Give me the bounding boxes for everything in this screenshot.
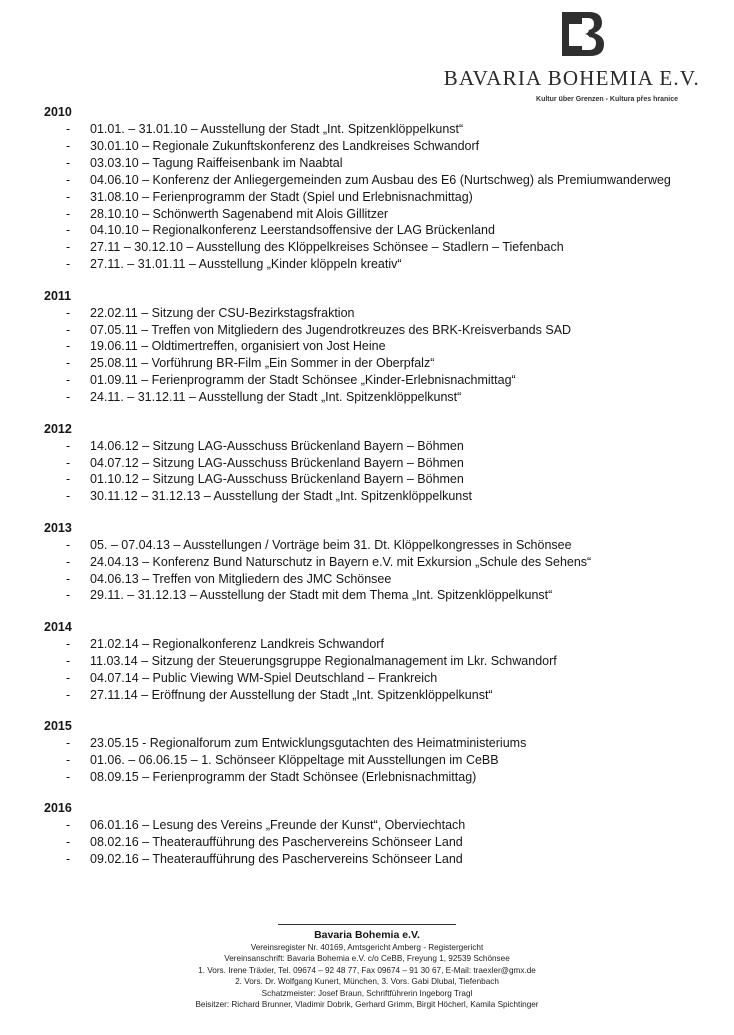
entry-text: 08.02.16 – Theateraufführung des Paschervereins Schönseer Land	[90, 835, 463, 850]
event-list	[44, 104, 704, 882]
list-item	[44, 172, 704, 189]
list-item	[44, 488, 704, 505]
bullet-dash: -	[66, 257, 71, 272]
list-item	[44, 206, 704, 223]
bullet-dash: -	[66, 172, 71, 187]
list-item	[44, 735, 704, 752]
bullet-dash: -	[66, 322, 71, 337]
list-item	[44, 138, 704, 155]
list-item	[44, 471, 704, 488]
list-item	[44, 189, 704, 206]
bullet-dash: -	[66, 588, 71, 603]
entry-list	[44, 537, 704, 605]
list-item	[44, 389, 704, 406]
year-heading: 2012	[44, 421, 72, 436]
bullet-dash: -	[66, 223, 71, 238]
year-heading: 2014	[44, 619, 72, 634]
bullet-dash: -	[66, 305, 71, 320]
list-item	[44, 338, 704, 355]
entry-list	[44, 735, 704, 786]
list-item	[44, 636, 704, 653]
entry-text: 04.06.13 – Treffen von Mitgliedern des JMC Schönsee	[90, 571, 392, 586]
list-item	[44, 554, 704, 571]
entry-text: 31.08.10 – Ferienprogramm der Stadt (Spiel und Erlebnisnachmittag)	[90, 189, 473, 204]
bullet-dash: -	[66, 489, 71, 504]
list-item	[44, 571, 704, 588]
footer-divider	[278, 924, 456, 925]
footer-line: Schatzmeister: Josef Braun, Schriftführerin Ingeborg Tragl	[261, 988, 473, 998]
bullet-dash: -	[66, 818, 71, 833]
entry-list	[44, 305, 704, 406]
entry-text: 28.10.10 – Schönwerth Sagenabend mit Alois Gillitzer	[90, 206, 389, 221]
year-section	[44, 104, 704, 273]
entry-text: 22.02.11 – Sitzung der CSU-Bezirkstagsfraktion	[90, 305, 355, 320]
list-item	[44, 322, 704, 339]
entry-text: 24.11. – 31.12.11 – Ausstellung der Stadt „Int. Spitzenklöppelkunst“	[90, 390, 462, 405]
list-item	[44, 372, 704, 389]
org-tagline: Kultur über Grenzen - Kultura přes hranice	[536, 96, 678, 103]
entry-text: 01.09.11 – Ferienprogramm der Stadt Schönsee „Kinder-Erlebnisnachmittag“	[90, 373, 516, 388]
entry-text: 08.09.15 – Ferienprogramm der Stadt Schönsee (Erlebnisnachmittag)	[90, 769, 477, 784]
bullet-dash: -	[66, 687, 71, 702]
entry-text: 27.11.14 – Eröffnung der Ausstellung der Stadt „Int. Spitzenklöppelkunst“	[90, 687, 493, 702]
org-name: BAVARIA BOHEMIA E.V.	[443, 66, 700, 90]
entry-text: 01.01. – 31.01.10 – Ausstellung der Stadt „Int. Spitzenklöppelkunst“	[90, 122, 464, 136]
list-item	[44, 670, 704, 687]
list-item	[44, 305, 704, 322]
entry-list	[44, 636, 704, 704]
list-item	[44, 687, 704, 704]
entry-text: 04.07.12 – Sitzung LAG-Ausschuss Brückenland Bayern – Böhmen	[90, 455, 464, 470]
footer	[0, 924, 734, 1010]
year-heading: 2013	[44, 520, 72, 535]
year-section	[44, 718, 704, 786]
bullet-dash: -	[66, 122, 71, 136]
list-item	[44, 587, 704, 604]
list-item	[44, 355, 704, 372]
bullet-dash: -	[66, 189, 71, 204]
bullet-dash: -	[66, 138, 71, 153]
bullet-dash: -	[66, 653, 71, 668]
list-item	[44, 769, 704, 786]
entry-text: 01.10.12 – Sitzung LAG-Ausschuss Brückenland Bayern – Böhmen	[90, 472, 464, 487]
entry-list	[44, 438, 704, 506]
entry-text: 23.05.15 - Regionalforum zum Entwicklungsgutachten des Heimatministeriums	[90, 735, 527, 750]
entry-text: 30.01.10 – Regionale Zukunftskonferenz des Landkreises Schwandorf	[90, 138, 480, 153]
list-item	[44, 155, 704, 172]
entry-text: 24.04.13 – Konferenz Bund Naturschutz in Bayern e.V. mit Exkursion „Schule des Sehens“	[90, 554, 592, 569]
year-section	[44, 421, 704, 506]
entry-text: 05. – 07.04.13 – Ausstellungen / Vorträge beim 31. Dt. Klöppelkongresses in Schönsee	[90, 537, 572, 552]
footer-title: Bavaria Bohemia e.V.	[314, 929, 420, 941]
year-heading: 2010	[44, 105, 72, 119]
list-item	[44, 653, 704, 670]
bb-logo-icon	[562, 12, 604, 56]
list-item	[44, 817, 704, 834]
list-item	[44, 455, 704, 472]
year-heading: 2016	[44, 801, 72, 816]
entry-text: 27.11. – 31.01.11 – Ausstellung „Kinder klöppeln kreativ“	[90, 257, 402, 272]
bullet-dash: -	[66, 356, 71, 371]
entry-text: 06.01.16 – Lesung des Vereins „Freunde der Kunst“, Oberviechtach	[90, 818, 466, 833]
bullet-dash: -	[66, 571, 71, 586]
entry-text: 25.08.11 – Vorführung BR-Film „Ein Sommer in der Oberpfalz“	[90, 356, 435, 371]
entry-text: 04.06.10 – Konferenz der Anliegergemeinden zum Ausbau des E6 (Nurtschweg) als Premiumwanderweg	[90, 172, 671, 187]
bullet-dash: -	[66, 835, 71, 850]
year-section	[44, 288, 704, 406]
entry-list	[44, 817, 704, 868]
bullet-dash: -	[66, 670, 71, 685]
entry-text: 01.06. – 06.06.15 – 1. Schönseer Klöppeltage mit Ausstellungen im CeBB	[90, 752, 499, 767]
bullet-dash: -	[66, 852, 71, 866]
entry-text: 11.03.14 – Sitzung der Steuerungsgruppe Regionalmanagement im Lkr. Schwandorf	[90, 653, 557, 668]
footer-line: 1. Vors. Irene Träxler, Tel. 09674 – 92 48 77, Fax 09674 – 91 30 67, E-Mail: traexler@gmx.de	[198, 965, 536, 975]
list-item	[44, 752, 704, 769]
bullet-dash: -	[66, 455, 71, 470]
list-item	[44, 537, 704, 554]
bullet-dash: -	[66, 636, 71, 651]
bullet-dash: -	[66, 554, 71, 569]
bullet-dash: -	[66, 472, 71, 487]
bullet-dash: -	[66, 537, 71, 552]
entry-text: 04.07.14 – Public Viewing WM-Spiel Deutschland – Frankreich	[90, 670, 438, 685]
entry-text: 09.02.16 – Theateraufführung des Paschervereins Schönseer Land	[90, 852, 463, 866]
year-section	[44, 800, 704, 868]
footer-line: 2. Vors. Dr. Wolfgang Kunert, München, 3. Vors. Gabi Dlubal, Tiefenbach	[235, 977, 499, 987]
entry-list	[44, 121, 704, 273]
entry-text: 04.10.10 – Regionalkonferenz Leerstandsoffensive der LAG Brückenland	[90, 223, 495, 238]
entry-text: 03.03.10 – Tagung Raiffeisenbank im Naabtal	[90, 155, 343, 170]
footer-line: Vereinsanschrift: Bavaria Bohemia e.V. c/o CeBB, Freyung 1, 92539 Schönsee	[224, 954, 510, 964]
list-item	[44, 256, 704, 273]
bullet-dash: -	[66, 438, 71, 453]
list-item	[44, 438, 704, 455]
footer-line: Beisitzer: Richard Brunner, Vladimir Dobrik, Gerhard Grimm, Birgit Höcherl, Kamila Spichtinger	[195, 1000, 539, 1010]
bullet-dash: -	[66, 206, 71, 221]
bullet-dash: -	[66, 735, 71, 750]
year-section	[44, 619, 704, 704]
entry-text: 27.11 – 30.12.10 – Ausstellung des Klöppelkreises Schönsee – Stadlern – Tiefenbach	[90, 240, 564, 255]
entry-text: 30.11.12 – 31.12.13 – Ausstellung der Stadt „Int. Spitzenklöppelkunst	[90, 489, 472, 504]
bullet-dash: -	[66, 390, 71, 405]
list-item	[44, 851, 704, 868]
year-section	[44, 520, 704, 605]
entry-text: 14.06.12 – Sitzung LAG-Ausschuss Brückenland Bayern – Böhmen	[90, 438, 464, 453]
list-item	[44, 239, 704, 256]
footer-line: Vereinsregister Nr. 40169, Amtsgericht Amberg - Registergericht	[250, 943, 484, 952]
entry-text: 19.06.11 – Oldtimertreffen, organisiert von Jost Heine	[90, 339, 386, 354]
bullet-dash: -	[66, 373, 71, 388]
bullet-dash: -	[66, 339, 71, 354]
year-heading: 2015	[44, 718, 72, 733]
entry-text: 29.11. – 31.12.13 – Ausstellung der Stadt mit dem Thema „Int. Spitzenklöppelkunst“	[90, 588, 553, 603]
bullet-dash: -	[66, 769, 71, 784]
list-item	[44, 222, 704, 239]
entry-text: 07.05.11 – Treffen von Mitgliedern des Jugendrotkreuzes des BRK-Kreisverbands SAD	[90, 322, 572, 337]
entry-text: 21.02.14 – Regionalkonferenz Landkreis Schwandorf	[90, 636, 384, 651]
list-item	[44, 121, 704, 138]
bullet-dash: -	[66, 240, 71, 255]
bullet-dash: -	[66, 155, 71, 170]
bullet-dash: -	[66, 752, 71, 767]
list-item	[44, 834, 704, 851]
year-heading: 2011	[44, 288, 72, 303]
